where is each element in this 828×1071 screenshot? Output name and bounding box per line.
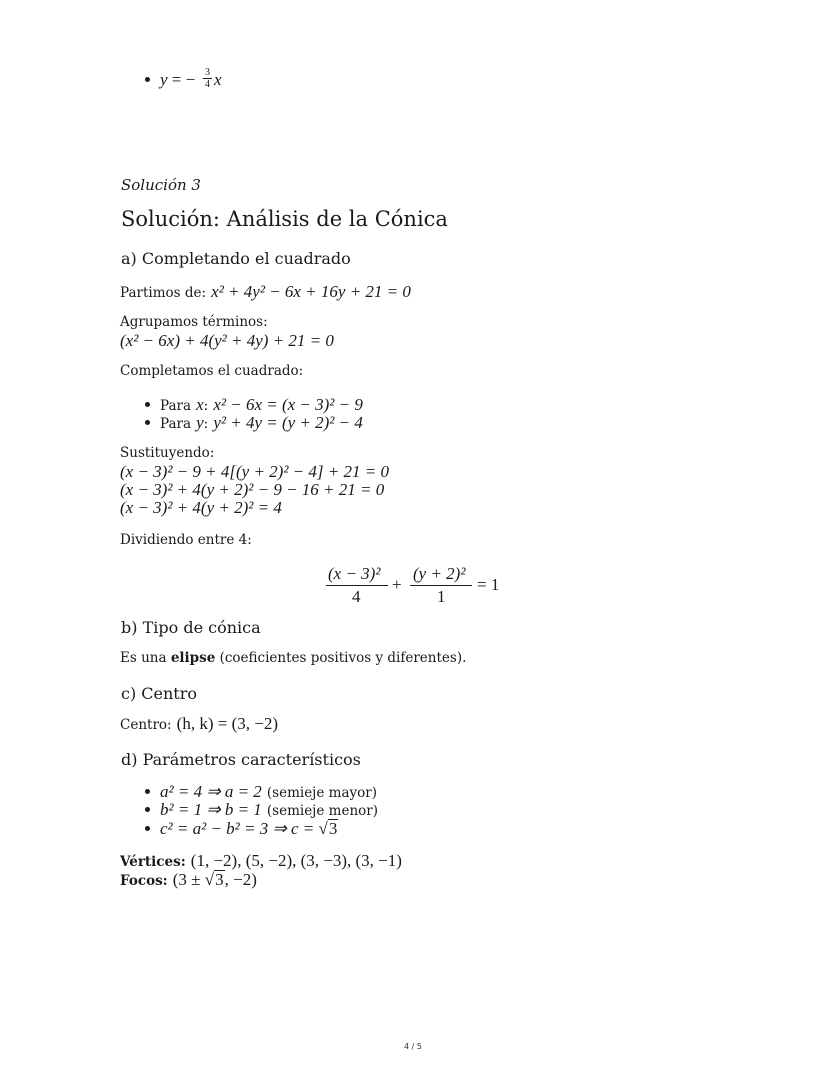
vertices-line: Vértices: (1, −2), (5, −2), (3, −3), (3, −1) <box>120 851 402 870</box>
focos-line: Focos: (3 ± √3, −2) <box>120 870 257 889</box>
bullet-x-line: Para x: x² − 6x = (x − 3)² − 9 <box>160 395 363 414</box>
divide-text: Dividiendo entre 4: <box>120 532 252 548</box>
bullet-y-equation: y² + 4y = (y + 2)² − 4 <box>213 413 363 432</box>
frac2-numerator: (y + 2)² <box>413 564 466 583</box>
conic-type-text: Es una elipse (coeficientes positivos y diferentes). <box>120 650 467 666</box>
focos-sqrt: 3 <box>215 870 224 889</box>
frac1-denominator: 4 <box>352 587 361 606</box>
bullet-x-equation: x² − 6x = (x − 3)² − 9 <box>213 395 363 414</box>
frac-plus: + <box>392 575 402 594</box>
top-bullet-equation: y = − <box>160 70 196 89</box>
frac-rhs: = 1 <box>477 575 500 594</box>
frac1-numerator: (x − 3)² <box>328 564 381 583</box>
group-equation: (x² − 6x) + 4(y² + 4y) + 21 = 0 <box>120 331 334 350</box>
heading-part-c: c) Centro <box>121 684 198 703</box>
param-item-a: a² = 4 ⇒ a = 2 (semieje mayor) <box>160 782 377 801</box>
param-item-b: b² = 1 ⇒ b = 1 (semieje menor) <box>160 800 378 819</box>
page-number: 4 / 5 <box>404 1042 422 1051</box>
top-bullet-var: x <box>214 70 222 89</box>
heading-part-a: a) Completando el cuadrado <box>121 249 351 268</box>
complete-text: Completamos el cuadrado: <box>120 363 304 379</box>
subst-equation-1: (x − 3)² − 9 + 4[(y + 2)² − 4] + 21 = 0 <box>120 462 389 481</box>
bullet-y-line: Para y: y² + 4y = (y + 2)² − 4 <box>160 413 363 432</box>
page-title: Solución: Análisis de la Cónica <box>121 207 448 231</box>
subst-equation-2: (x − 3)² + 4(y + 2)² − 9 − 16 + 21 = 0 <box>120 480 385 499</box>
center-line: Centro: (h, k) = (3, −2) <box>120 714 278 733</box>
heading-part-b: b) Tipo de cónica <box>121 618 261 637</box>
frac2-denominator: 1 <box>437 587 446 606</box>
bullet-dot <box>145 807 150 812</box>
vertices-equation: (1, −2), (5, −2), (3, −3), (3, −1) <box>190 851 402 870</box>
frac2-bar <box>410 585 472 586</box>
top-bullet-fraction: 3 4 <box>205 67 210 90</box>
bullet-dot <box>145 789 150 794</box>
start-line: Partimos de: x² + 4y² − 6x + 16y + 21 = 0 <box>120 282 411 301</box>
frac1-bar <box>326 585 388 586</box>
bullet-dot <box>145 420 150 425</box>
center-equation: (h, k) = (3, −2) <box>176 714 278 733</box>
param-item-c: c² = a² − b² = 3 ⇒ c = √3 <box>160 819 338 838</box>
subst-equation-3: (x − 3)² + 4(y + 2)² = 4 <box>120 498 282 517</box>
section-label: Solución 3 <box>121 176 201 194</box>
bullet-dot <box>145 77 150 82</box>
subst-text: Sustituyendo: <box>120 445 215 461</box>
group-text: Agrupamos términos: <box>120 314 268 330</box>
sqrt-three: 3 <box>328 819 338 838</box>
heading-part-d: d) Parámetros característicos <box>121 750 361 769</box>
start-equation: x² + 4y² − 6x + 16y + 21 = 0 <box>211 282 411 301</box>
bullet-dot <box>145 826 150 831</box>
bullet-dot <box>145 402 150 407</box>
